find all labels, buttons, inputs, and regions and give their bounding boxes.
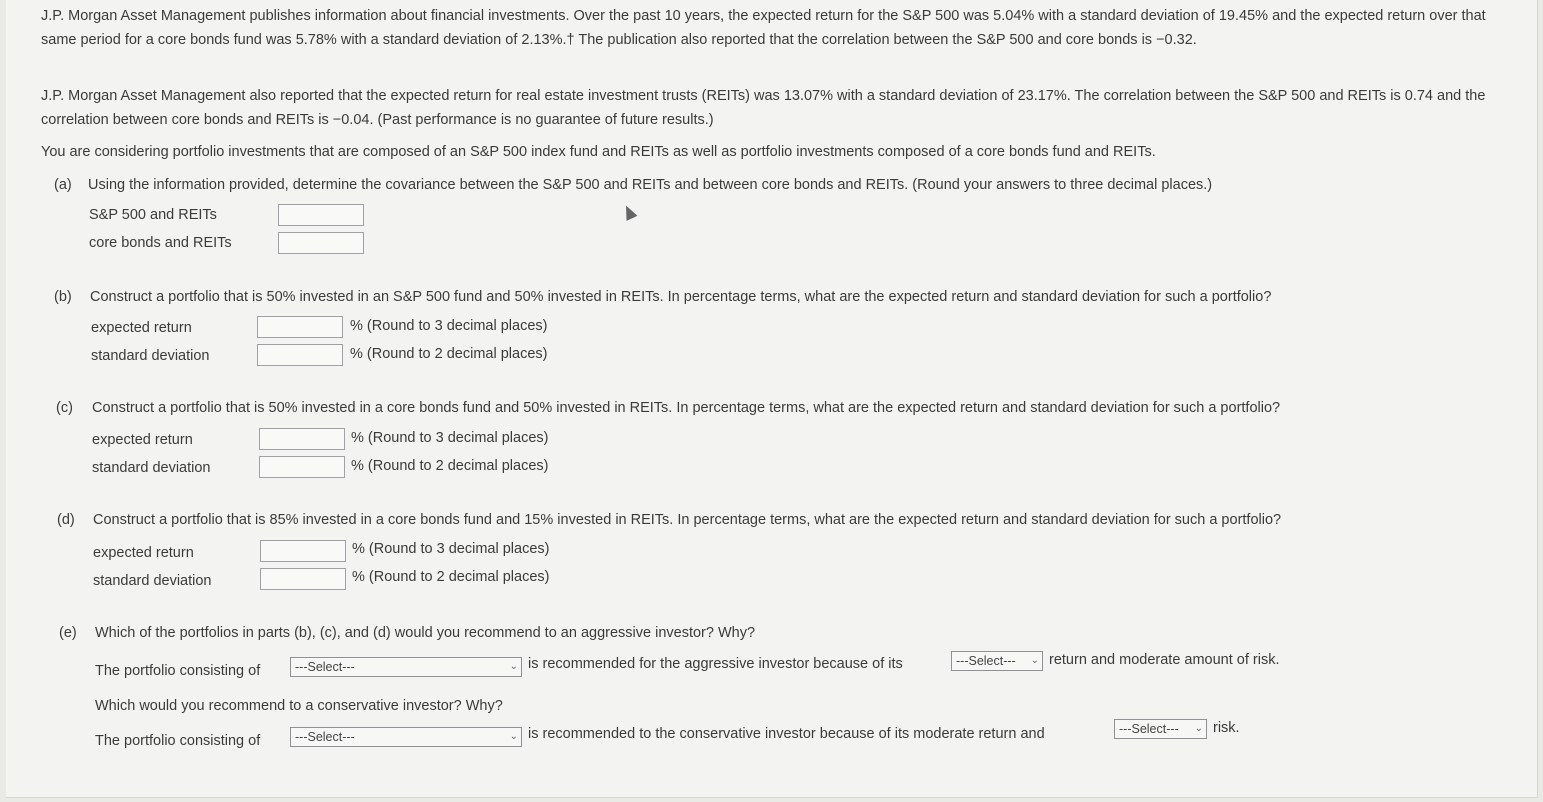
part-b-input-std-dev[interactable] [257, 344, 343, 366]
part-d-input-std-dev[interactable] [260, 568, 346, 590]
part-d-input-expected-return[interactable] [260, 540, 346, 562]
aggressive-return-select[interactable] [951, 651, 1043, 671]
part-e-question-aggressive: Which of the portfolios in parts (b), (c), and (d) would you recommend to an aggressive investor? Why? [95, 625, 756, 641]
part-e-question-conservative: Which would you recommend to a conservative investor? Why? [95, 698, 503, 714]
part-c-label-std-dev: standard deviation [92, 460, 211, 476]
part-a-question: Using the information provided, determine the covariance between the S&P 500 and REITs and between core bonds and REITs. (Round your answers to three decimal places.) [88, 177, 1213, 193]
conservative-risk-select-value: ---Select--- [1119, 722, 1179, 736]
part-d-marker: (d) [57, 512, 75, 528]
part-c-input-expected-return[interactable] [259, 428, 345, 450]
chevron-down-icon: ⌄ [1030, 655, 1039, 666]
aggressive-portfolio-select[interactable] [290, 657, 522, 677]
part-b-question: Construct a portfolio that is 50% invested in an S&P 500 fund and 50% invested in REITs. In percentage terms, what are the expected return and standard deviation for such a portfolio? [90, 289, 1272, 305]
part-c-question: Construct a portfolio that is 50% invested in a core bonds fund and 50% invested in REITs. In percentage terms, what are the expected return and standard deviation for such a portfolio? [92, 400, 1281, 416]
part-d-note-std-dev: % (Round to 2 decimal places) [352, 569, 550, 585]
part-a-label-sp500-reits: S&P 500 and REITs [89, 207, 217, 223]
conservative-portfolio-select-value: ---Select--- [295, 730, 355, 744]
aggressive-portfolio-select-value: ---Select--- [295, 660, 355, 674]
part-d-note-expected-return: % (Round to 3 decimal places) [352, 541, 550, 557]
part-e-conservative-middle: is recommended to the conservative investor because of its moderate return and [528, 726, 1045, 742]
part-d-label-expected-return: expected return [93, 545, 194, 561]
conservative-portfolio-select[interactable] [290, 727, 522, 747]
part-a-label-bonds-reits: core bonds and REITs [89, 235, 232, 251]
part-e-aggressive-suffix: return and moderate amount of risk. [1049, 652, 1280, 668]
part-c-marker: (c) [56, 400, 73, 416]
part-e-aggressive-middle: is recommended for the aggressive investor because of its [528, 656, 903, 672]
intro-paragraph-2: J.P. Morgan Asset Management also reported that the expected return for real estate investment trusts (REITs) was 13.07% with a standard deviation of 23.17%. The correlation between the S&P 500 and REITs is 0.74 and the correlation between core bonds and REITs is −0.04. (Past performance is no guarantee of future results.) [41, 88, 1486, 128]
intro-paragraph-3: You are considering portfolio investments that are composed of an S&P 500 index fund and REITs as well as portfolio investments composed of a core bonds fund and REITs. [41, 144, 1156, 160]
part-b-label-std-dev: standard deviation [91, 348, 210, 364]
part-c-input-std-dev[interactable] [259, 456, 345, 478]
intro-paragraph-1: J.P. Morgan Asset Management publishes information about financial investments. Over the past 10 years, the expected return for the S&P 500 was 5.04% with a standard deviation of 19.45% and the expected return over that same period for a core bonds fund was 5.78% with a standard deviation of 2.13%.† The publication also reported that the correlation between the S&P 500 and core bonds is −0.32. [41, 8, 1486, 48]
part-c-note-expected-return: % (Round to 3 decimal places) [351, 430, 549, 446]
part-b-input-expected-return[interactable] [257, 316, 343, 338]
part-b-label-expected-return: expected return [91, 320, 192, 336]
part-e-conservative-prefix: The portfolio consisting of [95, 733, 261, 749]
chevron-down-icon: ⌄ [1194, 723, 1203, 734]
part-c-note-std-dev: % (Round to 2 decimal places) [351, 458, 549, 474]
question-page [6, 0, 1538, 798]
part-b-note-std-dev: % (Round to 2 decimal places) [350, 346, 548, 362]
part-a-input-sp500-reits[interactable] [278, 204, 364, 226]
part-e-conservative-suffix: risk. [1213, 720, 1240, 736]
part-d-label-std-dev: standard deviation [93, 573, 212, 589]
part-d-question: Construct a portfolio that is 85% invested in a core bonds fund and 15% invested in REITs. In percentage terms, what are the expected return and standard deviation for such a portfolio? [93, 512, 1282, 528]
part-e-aggressive-prefix: The portfolio consisting of [95, 663, 261, 679]
aggressive-return-select-value: ---Select--- [956, 654, 1016, 668]
part-a-input-bonds-reits[interactable] [278, 232, 364, 254]
chevron-down-icon: ⌄ [509, 661, 518, 672]
part-b-note-expected-return: % (Round to 3 decimal places) [350, 318, 548, 334]
part-c-label-expected-return: expected return [92, 432, 193, 448]
mouse-cursor-icon [621, 203, 638, 221]
part-e-marker: (e) [59, 625, 77, 641]
conservative-risk-select[interactable] [1114, 719, 1207, 739]
chevron-down-icon: ⌄ [509, 731, 518, 742]
part-b-marker: (b) [54, 289, 72, 305]
part-a-marker: (a) [54, 177, 72, 193]
